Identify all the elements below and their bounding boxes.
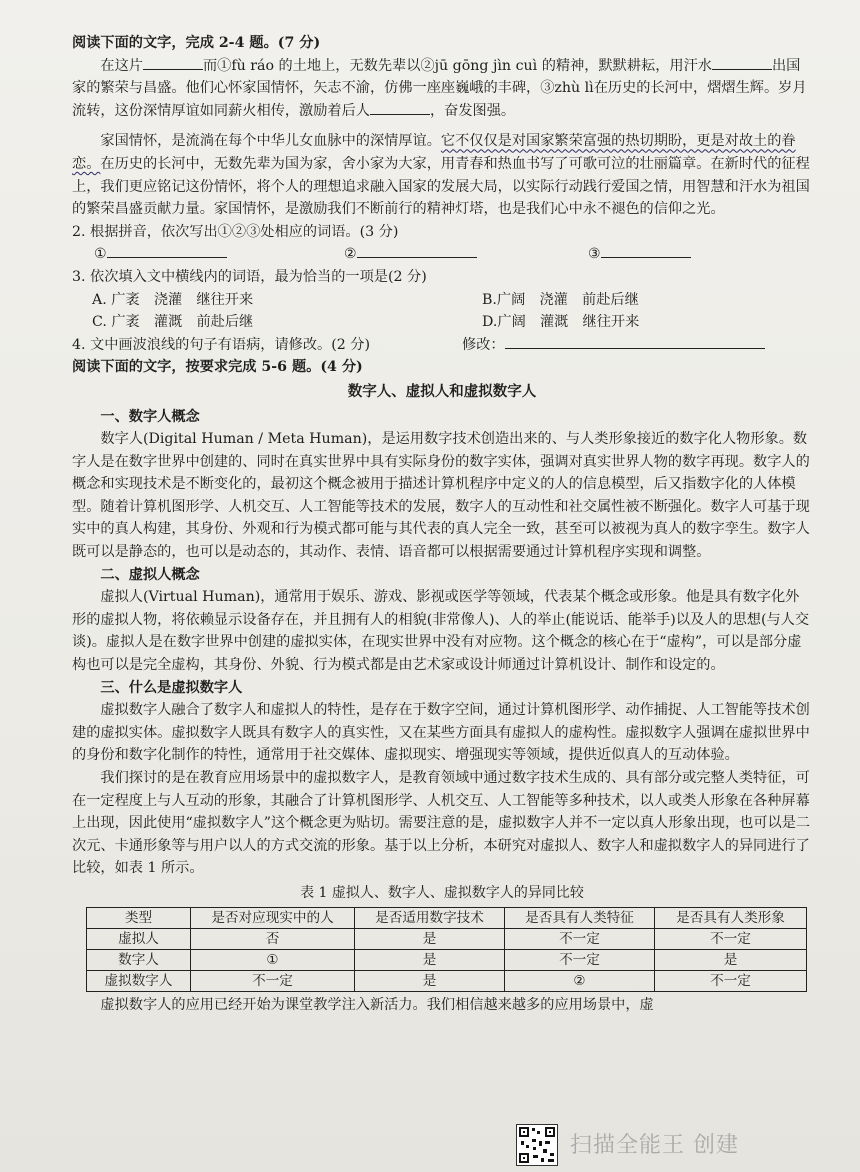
section1-heading: 阅读下面的文字，完成 2-4 题。(7 分) bbox=[72, 35, 321, 51]
table-cell: 不一定 bbox=[505, 949, 655, 970]
option-c: C. 广袤 灌溉 前赴后继 bbox=[92, 314, 254, 331]
table-cell: 是 bbox=[355, 928, 505, 949]
table-header-row bbox=[87, 907, 807, 928]
q2-answer-3: ③ bbox=[588, 243, 691, 266]
p2-text-a: 家国情怀，是流淌在每个中华儿女血脉中的深情厚谊。 bbox=[100, 133, 441, 150]
table-cell: 虚拟人 bbox=[87, 928, 191, 949]
table-cell: 不一定 bbox=[655, 970, 807, 991]
section-3-text-2: 我们探讨的是在教育应用场景中的虚拟数字人，是教育领域中通过数字技术生成的、具有部分或完整人类特征，可在一定程度上与人互动的形象，其融合了计算机图形学、人机交互、人工智能等多种技术，以人或类人形象在各种屏幕上出现，因此使用“虚拟数字人”这个概念更为贴切。需要注意的是，虚拟数字人并不一定以真人形象出现，也可以是二次元、卡通形象等与用户以人的方式交流的形象。基于以上分析，本研究对虚拟人、数字人和虚拟数字人的异同进行了比较，如表 1 所示。 bbox=[72, 770, 811, 877]
option-a: A. 广袤 浇灌 继往开来 bbox=[92, 291, 254, 308]
last-line: 虚拟数字人的应用已经开始为课堂教学注入新活力。我们相信越来越多的应用场景中，虚 bbox=[100, 996, 654, 1013]
table-cell: 不一定 bbox=[505, 928, 655, 949]
section-2-text: 虚拟人(Virtual Human)，通常用于娱乐、游戏、影视或医学等领域，代表某个概念或形象。他是具有数字化外形的虚拟人物，将依赖显示设备存在，并且拥有人的相貌(非常像人)、人的举止(能说话、能举手)以及人的思想(与人交谈)。虚拟人是在数字世界中创建的虚拟实体，在现实世界中没有对应物。这个概念的核心在于“虚构”，可以是部分虚构也可以是完全虚构，其身份、外貌、行为模式都是由艺术家或设计师通过计算机设计、制作和设定的。 bbox=[72, 589, 810, 674]
table-cell: 不一定 bbox=[191, 970, 355, 991]
table-header: 是否对应现实中的人 bbox=[191, 907, 355, 928]
table-header: 是否具有人类特征 bbox=[505, 907, 655, 928]
question-4 bbox=[72, 334, 812, 357]
section-3-title: 三、什么是虚拟数字人 bbox=[100, 679, 243, 696]
p1-text-c: 水 bbox=[697, 57, 712, 74]
table-cell: ② bbox=[505, 970, 655, 991]
table-row bbox=[87, 970, 807, 991]
blank-2 bbox=[712, 55, 772, 70]
passage1-para2 bbox=[72, 130, 812, 220]
table-cell: 数字人 bbox=[87, 949, 191, 970]
section-2-title: 二、虚拟人概念 bbox=[100, 566, 200, 583]
p2-text-c: 在历史的长河中，无数先辈为国为家，舍小家为大家，用青春和热血书写了可歌可泣的壮丽篇章。在新时代的征程上，我们更应铭记这份情怀，将个人的理想追求融入国家的发展大局，以实际行动践行爱国之情，用智慧和汗水为祖国的繁荣昌盛贡献力量。家国情怀，是激励我们不断前行的精神灯塔，也是我们心中永不褪色的信仰之光。 bbox=[72, 155, 810, 218]
q4-fix-blank bbox=[505, 334, 765, 349]
option-b: B.广阔 浇灌 前赴后继 bbox=[482, 291, 639, 308]
section-3-text-1: 虚拟数字人融合了数字人和虚拟人的特性，是存在于数字空间，通过计算机图形学、动作捕捉、人工智能等技术创建的虚拟实体。虚拟数字人既具有数字人的真实性，又在某些方面具有虚拟人的虚构性。虚拟数字人强调在虚拟世界中的身份和数字化制作的特性，通常用于社交媒体、虚拟现实、增强现实等领域，提供近似真人的互动体验。 bbox=[72, 702, 810, 764]
table-row bbox=[87, 928, 807, 949]
table-header: 是否适用数字技术 bbox=[355, 907, 505, 928]
p1-text-f: ，奋发 bbox=[429, 102, 473, 119]
p1-text-d: 出国家的繁荣与昌盛。他们心怀家国情怀，矢志不渝，仿佛一座座巍峨的丰碑，③zhù lì bbox=[72, 57, 801, 97]
section-1-text: 数字人(Digital Human / Meta Human)，是运用数字技术创造出来的、与人类形象接近的数字化人物形象。数字人是在数字世界中创建的、同时在真实世界中具有实际身份的数字实体，强调对真实世界人物的数字再现。数字人的概念和实现技术是不断变化的，最初这个概念被用于描述计算机程序中定义的人的信息模型，后又指数字化的人体模型。随着计算机图形学、人机交互、人工智能等技术的发展，数字人的互动性和社交属性被不断强化。数字人可基于现实中的真人构建，其身份、外观和行为模式都可能与其代表的真人完全一致，甚至可以被视为真人的数字孪生。数字人既可以是静态的，也可以是动态的，其动作、表情、语音都可以根据需要通过计算机程序实现和调整。 bbox=[72, 431, 810, 561]
wavy-sentence: 它不仅仅是对国家繁荣富强的热切期盼，更是对故土的眷恋。 bbox=[72, 133, 796, 172]
table-caption: 表 1 虚拟人、数字人、虚拟数字人的异同比较 bbox=[300, 884, 584, 901]
table-cell: ① bbox=[191, 949, 355, 970]
table-cell: 不一定 bbox=[655, 928, 807, 949]
comparison-table bbox=[86, 907, 807, 992]
passage1-para1 bbox=[72, 55, 812, 123]
p1-text-e: 在历史的长河中，熠熠生辉。岁月流转，这份深情厚谊如同薪火相传，激励着后人 bbox=[72, 80, 807, 119]
p1-text-b: 而①fù ráo 的土地上，无数先辈以②jū gōng jìn cuì 的精神，默默耕耘，用汗 bbox=[202, 57, 698, 74]
p1-text-a: 在这片 bbox=[100, 57, 143, 74]
article-title: 数字人、虚拟人和虚拟数字人 bbox=[347, 382, 537, 400]
table-row bbox=[87, 949, 807, 970]
section-1-title: 一、数字人概念 bbox=[100, 408, 200, 425]
q2-answer-2: ② bbox=[344, 243, 588, 266]
q2-answer-row bbox=[72, 243, 812, 266]
option-d: D.广阔 灌溉 继往开来 bbox=[482, 314, 640, 331]
question-3: 3. 依次填入文中横线内的词语，最为恰当的一项是(2 分) bbox=[72, 268, 427, 285]
table-header: 类型 bbox=[87, 907, 191, 928]
q3-options-row1 bbox=[72, 289, 812, 312]
question-4-text: 4. 文中画波浪线的句子有语病，请修改。(2 分) bbox=[72, 336, 371, 353]
scanner-watermark: 扫描全能王 创建 bbox=[570, 1133, 739, 1158]
table-cell: 虚拟数字人 bbox=[87, 970, 191, 991]
question-2: 2. 根据拼音，依次写出①②③处相应的词语。(3 分) bbox=[72, 223, 399, 240]
table-cell: 是 bbox=[655, 949, 807, 970]
qr-code-icon bbox=[516, 1124, 558, 1166]
blank-3 bbox=[370, 100, 430, 115]
q4-fix-label: 修改： bbox=[462, 336, 505, 353]
section2-heading: 阅读下面的文字，按要求完成 5-6 题。(4 分) bbox=[72, 359, 363, 376]
table-cell: 是 bbox=[355, 949, 505, 970]
page-content bbox=[72, 32, 812, 1016]
table-header: 是否具有人类形象 bbox=[655, 907, 807, 928]
table-cell: 是 bbox=[355, 970, 505, 991]
blank-1 bbox=[143, 55, 203, 70]
p1-text-g: 图强。 bbox=[472, 102, 516, 119]
q2-answer-1: ① bbox=[72, 243, 344, 266]
table-cell: 否 bbox=[191, 928, 355, 949]
q3-options-row2 bbox=[72, 311, 812, 334]
